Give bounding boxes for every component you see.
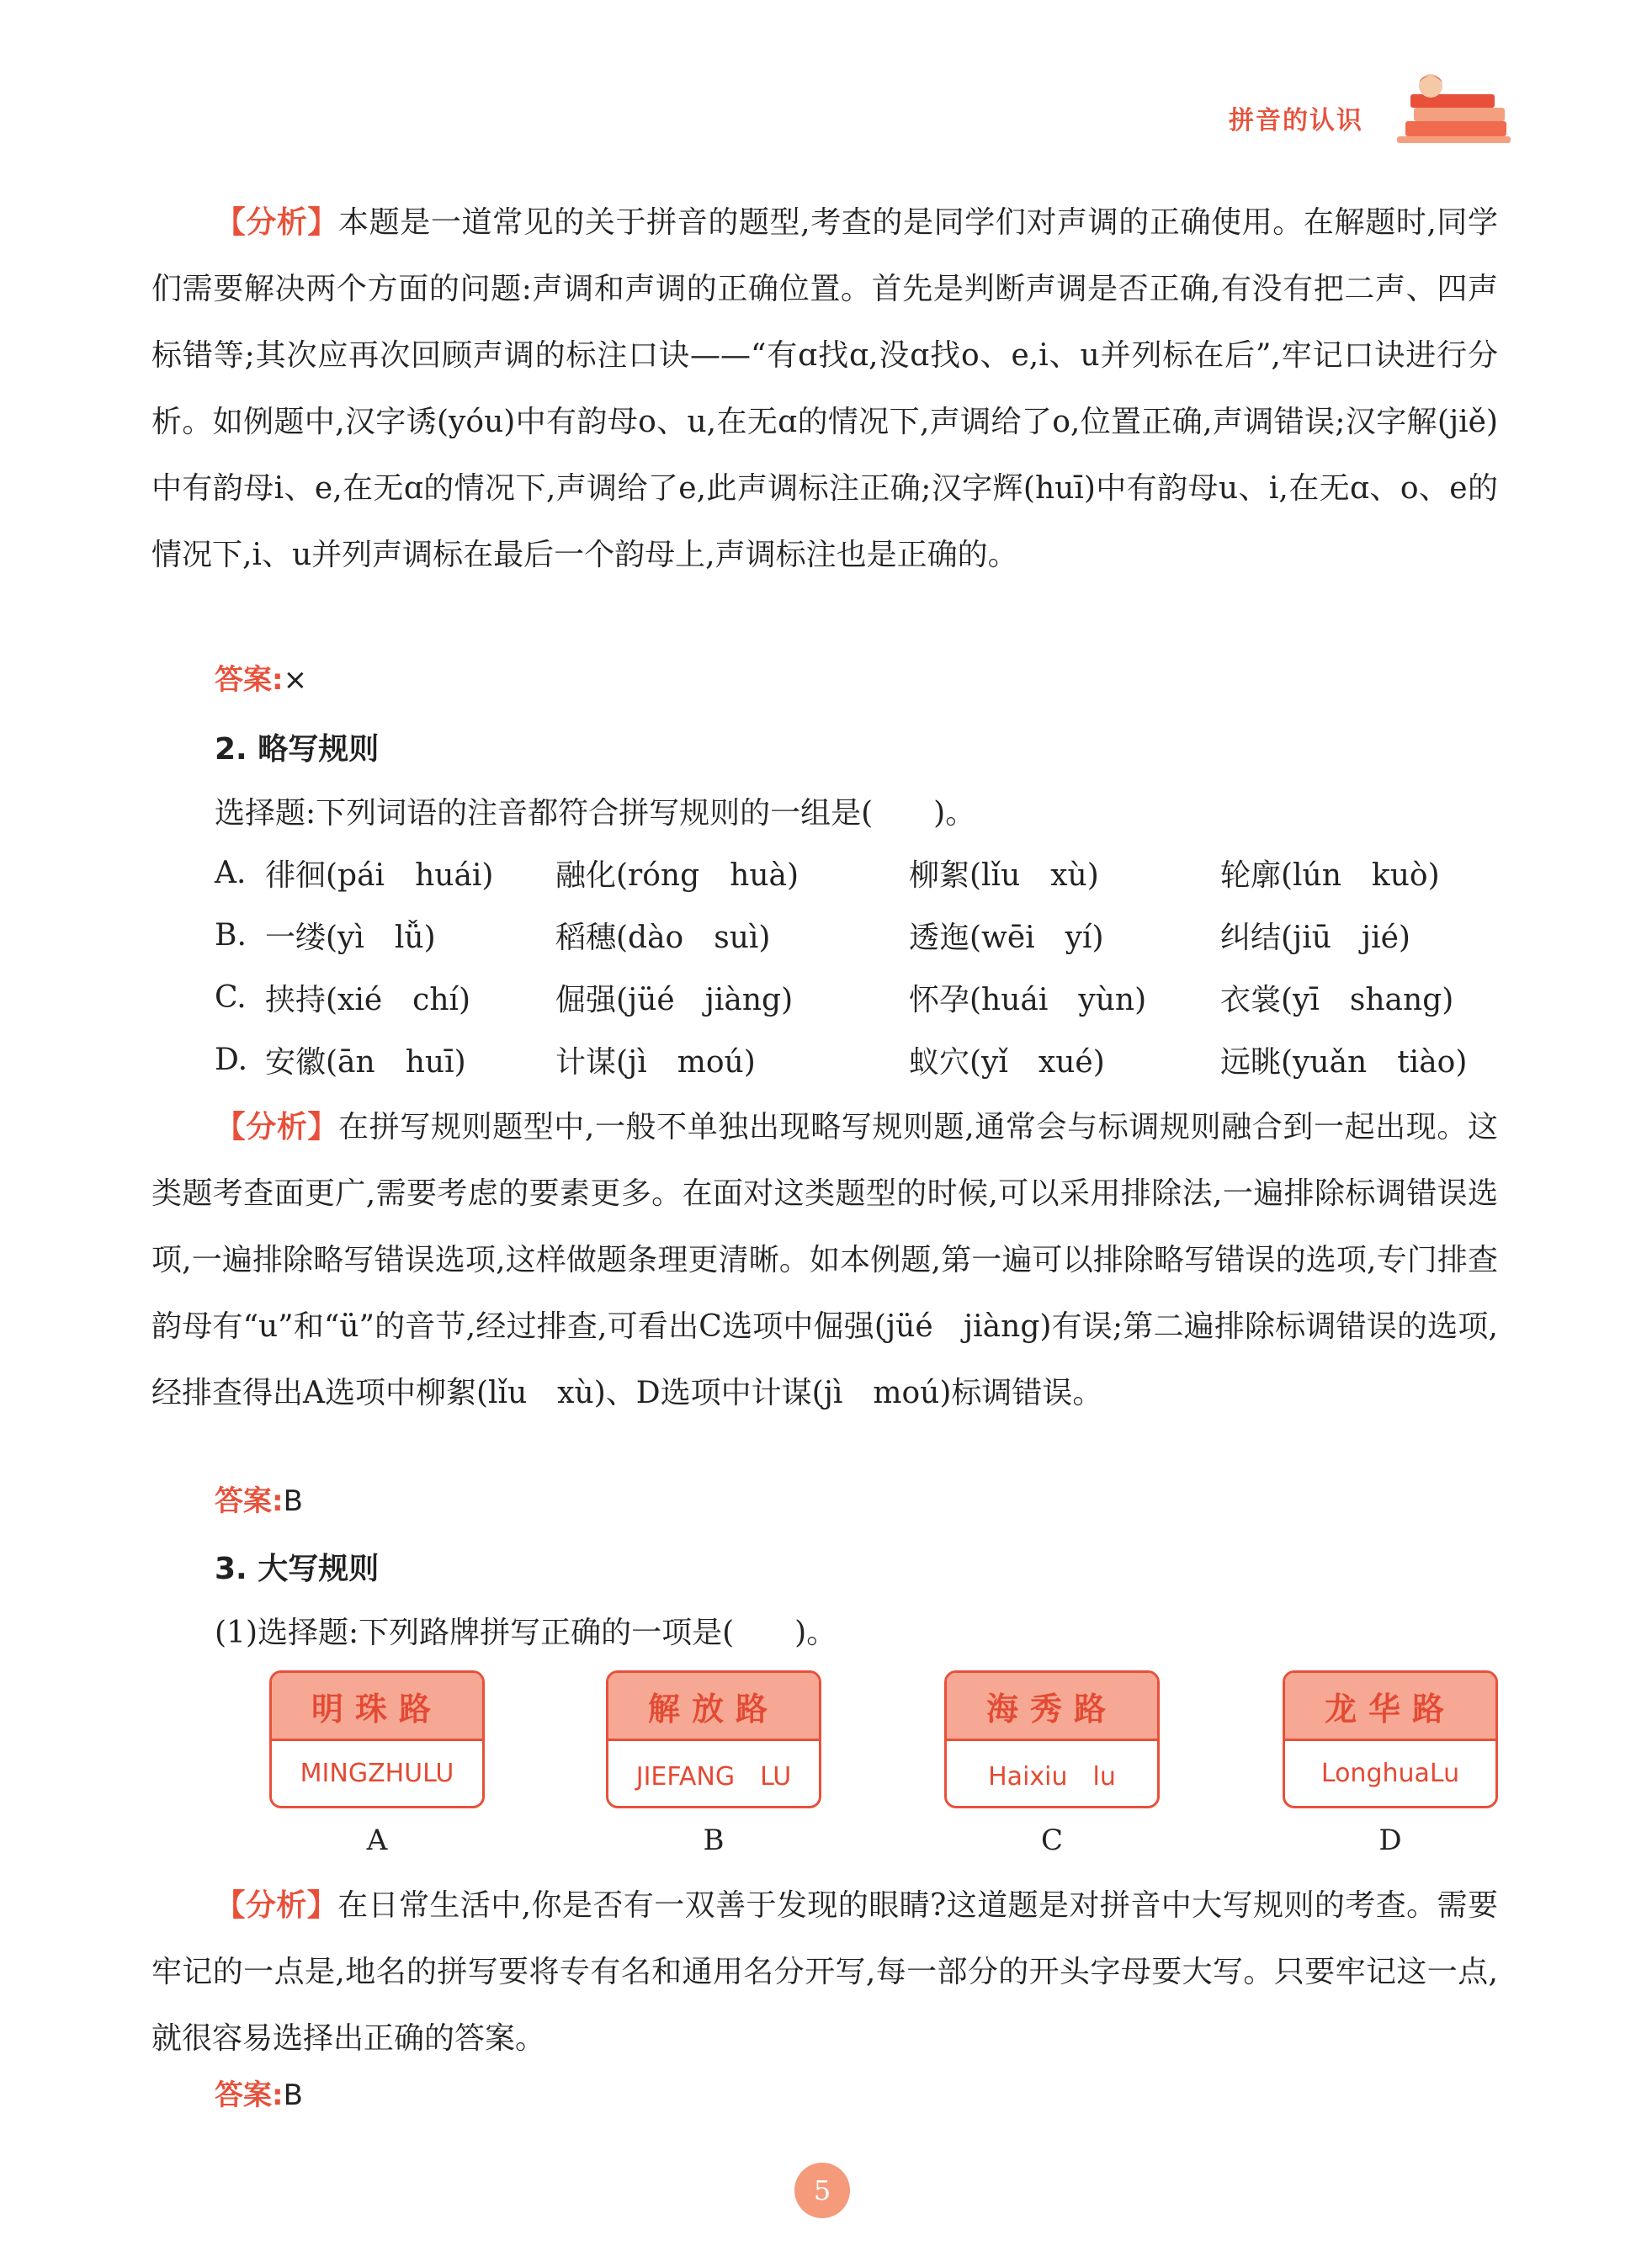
option-word: 蚁穴(yǐ xué) (909, 1044, 1105, 1080)
analysis-text: 在拼写规则题型中,一般不单独出现略写规则题,通常会与标调规则融合到一起出现。这类题考查面更广,需要考虑的要素更多。在面对这类题型的时候,可以采用排除法,一遍排除标调错误选项,一遍排除略写错误选项,这样做题条理更清晰。如本例题,第一遍可以排除略写错误的选项,专门排查韵母有“u”和“ü”的音节,经过排查,可看出C选项中倔强(jüé jiàng)有误;第二遍排除标调错误的选项,经排查得出A选项中柳絮(lǐu xù)、D选项中计谋(jì moú)标调错误。 (151, 1110, 1498, 1410)
option-word: 计谋(jì moú) (555, 1044, 756, 1080)
sign-plate (269, 1670, 485, 1808)
option-row-b[interactable] (215, 904, 1511, 966)
sign-pinyin: Haixiu lu (988, 1761, 1116, 1792)
answer-1 (215, 656, 307, 698)
section-3-heading: 3. 大写规则 (215, 1552, 380, 1586)
option-word: 安徽(ān huī) (265, 1044, 466, 1080)
sign-plate (944, 1670, 1160, 1808)
analysis-label: 【分析】 (215, 205, 339, 240)
analysis-label: 【分析】 (215, 1888, 338, 1923)
analysis-label: 【分析】 (215, 1110, 339, 1144)
sign-letter: C (1040, 1824, 1063, 1857)
option-word: 一缕(yì lǚ) (265, 920, 436, 955)
answer-value: B (283, 1484, 303, 1518)
analysis-paragraph-3 (151, 1872, 1498, 2072)
sign-plate (606, 1670, 821, 1808)
header-title: 拼音的认识 (1229, 106, 1363, 135)
answer-label: 答案: (215, 2079, 284, 2112)
sign-hanzi: 海秀路 (947, 1673, 1157, 1741)
option-word: 衣裳(yī shang) (1220, 982, 1454, 1017)
sign-pinyin: LonghuaLu (1320, 1759, 1460, 1788)
sign-hanzi: 龙华路 (1285, 1673, 1495, 1741)
option-letter: C. (215, 980, 247, 1015)
option-word: 融化(róng huà) (555, 857, 799, 893)
option-word: 怀孕(huái yùn) (909, 982, 1147, 1017)
road-sign-d[interactable] (1283, 1670, 1498, 1857)
option-word: 柳絮(lǐu xù) (909, 857, 1099, 893)
answer-label: 答案: (215, 1484, 284, 1518)
page-number: 5 (794, 2163, 850, 2218)
option-letter: A. (215, 855, 247, 890)
answer-3 (215, 2072, 303, 2113)
sign-pinyin: JIEFANG LU (635, 1761, 792, 1792)
sign-plate (1283, 1670, 1498, 1808)
answer-2 (215, 1478, 303, 1519)
option-row-a[interactable] (215, 841, 1511, 904)
options-table (215, 841, 1511, 1091)
option-word: 倔强(jüé jiàng) (555, 982, 794, 1017)
option-word: 纠结(jiū jié) (1220, 920, 1410, 955)
section-2-question: 选择题:下列词语的注音都符合拼写规则的一组是( )。 (215, 796, 976, 831)
option-row-d[interactable] (215, 1028, 1511, 1091)
option-word: 轮廓(lún kuò) (1220, 857, 1440, 893)
analysis-text: 本题是一道常见的关于拼音的题型,考查的是同学们对声调的正确使用。在解题时,同学们需要解决两个方面的问题:声调和声调的正确位置。首先是判断声调是否正确,有没有把二声、四声标错等;其次应再次回顾声调的标注口诀——“有ɑ找ɑ,没ɑ找o、e,i、u并列标在后”,牢记口诀进行分析。如例题中,汉字诱(yóu)中有韵母o、u,在无ɑ的情况下,声调给了o,位置正确,声调错误;汉字解(jiě)中有韵母i、e,在无ɑ的情况下,声调给了e,此声调标注正确;汉字辉(huī)中有韵母u、i,在无ɑ、o、e的情况下,i、u并列声调标在最后一个韵母上,声调标注也是正确的。 (151, 205, 1498, 572)
section-3-question: (1)选择题:下列路牌拼写正确的一项是( )。 (215, 1616, 837, 1650)
sign-letter: A (366, 1824, 388, 1857)
road-sign-b[interactable] (606, 1670, 821, 1857)
sign-hanzi: 解放路 (608, 1673, 819, 1741)
road-signs (269, 1670, 1498, 1856)
option-word: 挟持(xié chí) (265, 982, 471, 1017)
option-word: 透迤(wēi yí) (909, 920, 1104, 955)
analysis-text: 在日常生活中,你是否有一双善于发现的眼睛?这道题是对拼音中大写规则的考查。需要牢记的一点是,地名的拼写要将专有名和通用名分开写,每一部分的开头字母要大写。只要牢记这一点,就很容易选择出正确的答案。 (151, 1888, 1498, 2056)
option-word: 远眺(yuǎn tiào) (1220, 1044, 1468, 1080)
analysis-paragraph-1 (151, 189, 1498, 588)
option-letter: B. (215, 917, 247, 953)
analysis-paragraph-2 (151, 1094, 1498, 1426)
sign-hanzi: 明珠路 (272, 1673, 482, 1741)
option-letter: D. (215, 1042, 248, 1077)
road-sign-c[interactable] (944, 1670, 1160, 1857)
answer-value: B (283, 2079, 303, 2112)
sign-pinyin: MINGZHULU (300, 1759, 454, 1788)
sign-letter: B (703, 1824, 725, 1857)
option-word: 徘徊(pái huái) (265, 857, 494, 893)
section-2-heading: 2. 略写规则 (215, 732, 380, 767)
answer-value: × (283, 663, 308, 697)
option-word: 稻穗(dào suì) (555, 920, 771, 955)
option-row-c[interactable] (215, 966, 1511, 1028)
answer-label: 答案: (215, 663, 284, 697)
sign-letter: D (1378, 1824, 1402, 1857)
road-sign-a[interactable] (269, 1670, 485, 1857)
books-illustration-icon (1389, 69, 1515, 153)
